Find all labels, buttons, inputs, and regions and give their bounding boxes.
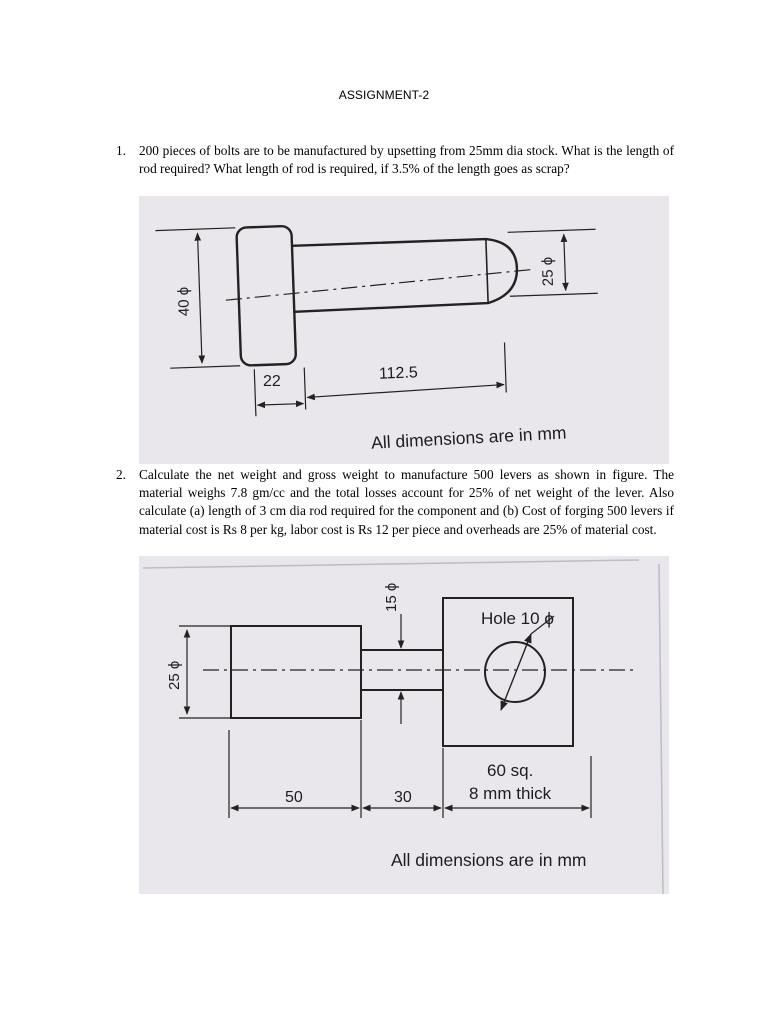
question-number: 2. bbox=[116, 467, 126, 482]
question-1 bbox=[116, 142, 674, 178]
plate-thickness-label: 8 mm thick bbox=[469, 784, 552, 803]
bolt-units-note: All dimensions are in mm bbox=[370, 422, 567, 453]
bolt-figure bbox=[139, 196, 669, 464]
question-number: 1. bbox=[116, 143, 126, 158]
lever-units-note: All dimensions are in mm bbox=[391, 850, 587, 870]
rod-diameter-label: 25 ϕ bbox=[166, 660, 183, 690]
assignment-title: ASSIGNMENT-2 bbox=[338, 88, 430, 102]
shank-length-label: 112.5 bbox=[378, 364, 419, 383]
question-text: Calculate the net weight and gross weight to manufacture 500 levers as shown in figure. The material weighs 7.8 gm/cc and the total losses account for 25% of net weight of the lever. Also calculate (a) length of 3 cm dia rod required for the component and (b) Cost of forging 500 levers if material cost is Rs 8 per kg, labor cost is Rs 12 per piece and overheads are 25% of material cost. bbox=[139, 467, 674, 537]
hole-label: Hole 10 ϕ bbox=[481, 609, 554, 628]
head-diameter-label: 40 ϕ bbox=[174, 286, 193, 317]
question-2 bbox=[116, 466, 674, 539]
neck-length-label: 30 bbox=[394, 789, 412, 806]
rod-length-label: 50 bbox=[285, 789, 303, 806]
shank-diameter-label: 25 ϕ bbox=[538, 256, 557, 287]
head-length-label: 22 bbox=[263, 373, 281, 390]
question-text: 200 pieces of bolts are to be manufactured by upsetting from 25mm dia stock. What is the length of rod required? What length of rod is required, if 3.5% of the length goes as scrap? bbox=[139, 143, 674, 177]
lever-figure bbox=[139, 556, 669, 894]
plate-size-label: 60 sq. bbox=[487, 761, 534, 780]
neck-diameter-label: 15 ϕ bbox=[383, 582, 400, 612]
